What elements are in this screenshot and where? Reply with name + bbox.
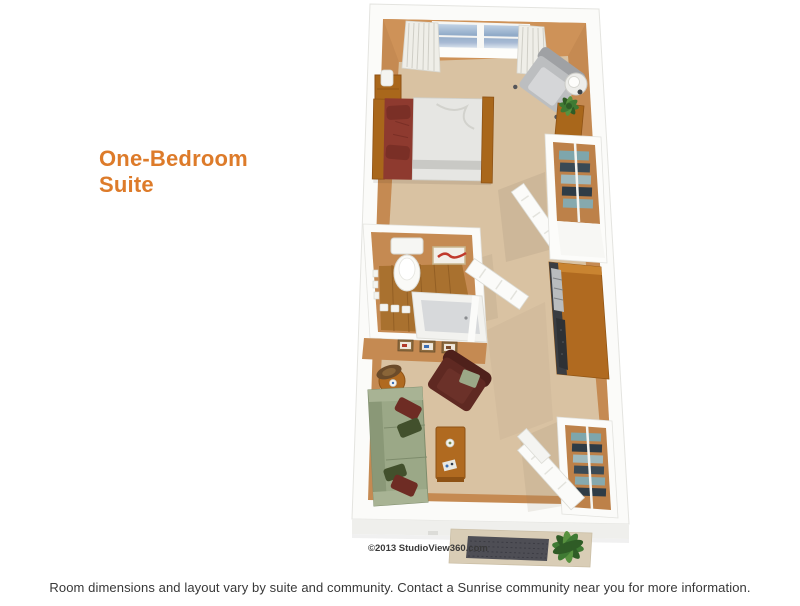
- round-lamp-table: [565, 73, 587, 95]
- wood-dresser-media-cabinet: [549, 262, 609, 379]
- nightstand: [375, 70, 401, 103]
- bed: [372, 95, 494, 185]
- closet-upper: [545, 134, 607, 263]
- coffee-table: [436, 427, 465, 482]
- toilet: [391, 238, 423, 291]
- plan-title-line2: Suite: [99, 172, 154, 197]
- disclaimer-caption: Room dimensions and layout vary by suite and community. Contact a Sunrise community near you for more information.: [49, 580, 751, 595]
- studio-credit: ©2013 StudioView360.com: [368, 543, 488, 554]
- walk-in-shower: [412, 292, 487, 342]
- plan-title-line1: One-Bedroom: [99, 146, 248, 171]
- bathroom: [363, 224, 487, 343]
- green-sofa: [368, 387, 428, 506]
- wall-art: [433, 247, 466, 264]
